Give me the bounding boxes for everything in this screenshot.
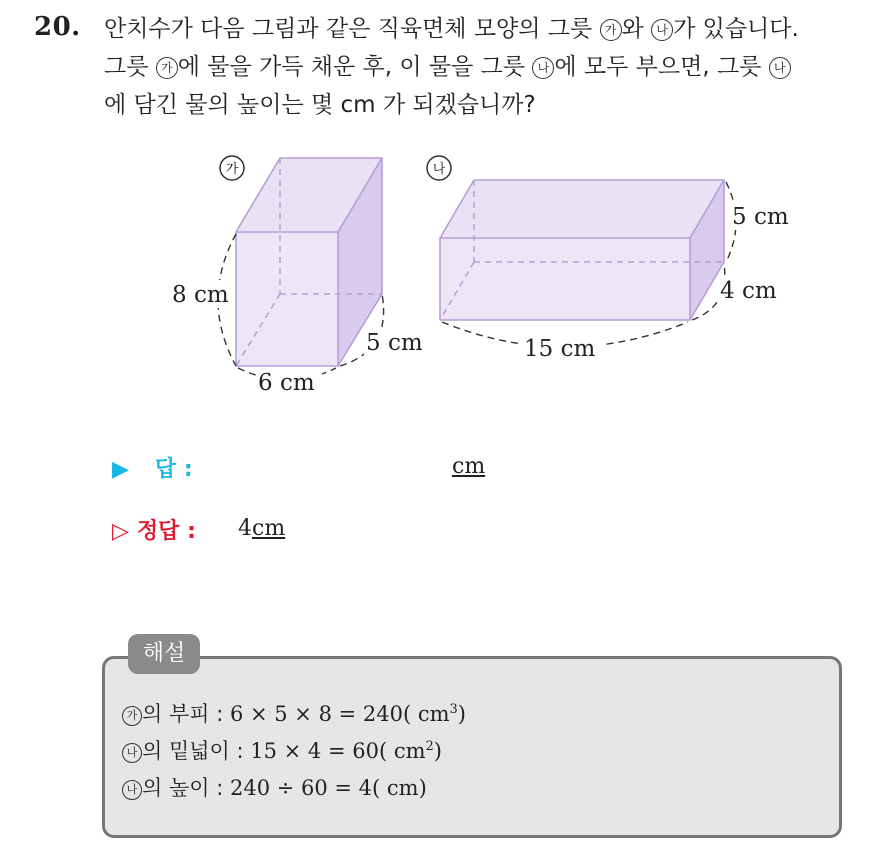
- question-text-part: 에 모두 부으면, 그릇: [554, 54, 769, 80]
- play-triangle-icon: ▶: [112, 457, 129, 482]
- circle-ga-icon: 가: [156, 57, 178, 79]
- question-number: 20.: [34, 12, 81, 42]
- correct-answer-row: [112, 514, 196, 545]
- circle-na-icon: 나: [122, 743, 142, 763]
- solution-tab: 해설: [128, 634, 200, 674]
- circle-ga-icon: 가: [122, 706, 142, 726]
- solution-line-2-expr: 15 × 4 = 60( cm: [250, 739, 426, 763]
- solution-line-2-end: ): [433, 739, 442, 763]
- box-ga: [218, 158, 384, 380]
- solution-line-3-expr: 240 ÷ 60 = 4( cm): [229, 776, 427, 800]
- question-text-part: 와: [621, 16, 652, 42]
- solution-line-2: [122, 735, 442, 765]
- box-b-depth-label: 4 cm: [720, 278, 777, 304]
- correct-answer-label: 정답 :: [136, 519, 196, 544]
- box-a-height-label: 8 cm: [172, 282, 229, 308]
- circle-na-icon: 나: [122, 780, 142, 800]
- solution-line-3: [122, 772, 427, 802]
- correct-value-unit: cm: [252, 516, 286, 541]
- solution-line-1: [122, 698, 466, 728]
- question-text-part: 가 있습니다.: [673, 16, 799, 42]
- solution-line-3-prefix: 의 높이 :: [142, 776, 230, 800]
- circle-na-icon: 나: [532, 57, 554, 79]
- answer-label: 답 :: [154, 457, 193, 482]
- box-b-width-label: 15 cm: [524, 336, 596, 362]
- box-a-depth-label: 5 cm: [366, 330, 423, 356]
- solution-line-2-prefix: 의 밑넓이 :: [142, 739, 251, 763]
- answer-unit[interactable]: cm: [452, 454, 486, 479]
- solution-line-2-sup: 2: [425, 739, 434, 754]
- box-na: [440, 180, 736, 347]
- box-a-width-label: 6 cm: [258, 370, 315, 396]
- question-line-3: 에 담긴 물의 높이는 몇 cm 가 되겠습니까?: [104, 92, 536, 118]
- outline-triangle-icon: ▷: [112, 519, 129, 544]
- box-b-height-label: 5 cm: [732, 204, 789, 230]
- solution-line-1-sup: 3: [449, 702, 458, 717]
- circle-na-icon: 나: [769, 57, 791, 79]
- answer-row: [112, 452, 193, 483]
- mark-na-label: 나: [432, 162, 446, 177]
- question-text-part: 안치수가 다음 그림과 같은 직육면체 모양의 그릇: [104, 16, 600, 42]
- mark-ga-label: 가: [225, 162, 239, 177]
- solution-line-1-prefix: 의 부피 :: [142, 702, 230, 726]
- solution-line-1-end: ): [457, 702, 466, 726]
- correct-value-number: 4: [238, 516, 252, 541]
- question-text-part: 그릇: [104, 54, 156, 80]
- question-text-part: 에 물을 가득 채운 후, 이 물을 그릇: [177, 54, 533, 80]
- correct-answer-value: [238, 516, 285, 541]
- solution-line-1-expr: 6 × 5 × 8 = 240( cm: [229, 702, 450, 726]
- circle-na-icon: 나: [651, 19, 673, 41]
- circle-ga-icon: 가: [600, 19, 622, 41]
